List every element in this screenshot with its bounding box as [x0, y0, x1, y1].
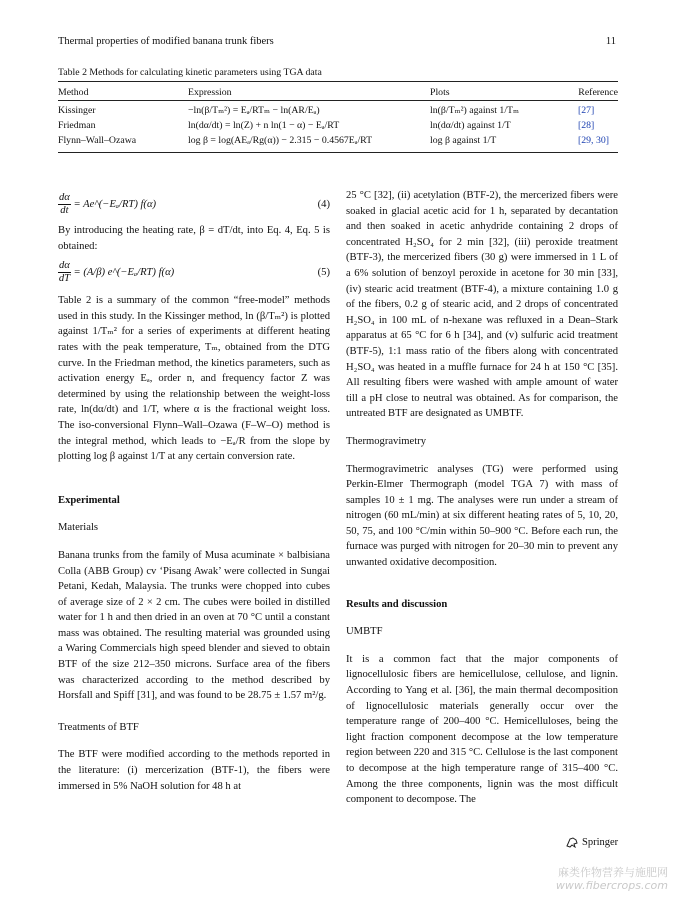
heading-results: Results and discussion: [346, 598, 448, 610]
paragraph-table2-summary: Table 2 is a summary of the common “free-model” methods used in this study. In the Kissinger method, ln (β/Tₘ²) is plotted against 1/Tₘ² for a series of experiments at different heating rates with the peak temperature, Tₘ, obtained from the DTG curve. In the Friedman method, the kinetics parameters, such as activation energy Eₐ, order n, and frequency factor Z was determined by using the relationship between the weight-loss rate, ln(dα/dt) and 1/T, where α is the fractional weight loss. The iso-conversional Flynn–Wall–Ozawa (F–W–O) method is the integral method, which leads to −Eₐ/R from the slope by plotting log β against 1/T at any certain conversion rate.: [58, 295, 330, 463]
eq5-rhs: = (A/β) e^(−Eₐ/RT) f(α): [73, 267, 175, 279]
heading-thermogravimetry: Thermogravimetry: [346, 435, 427, 447]
table-header-row: [58, 84, 618, 100]
paragraph-thermogravimetry: Thermogravimetric analyses (TG) were performed using Perkin-Elmer Thermograph (model TGA 7) with mass of samples 10 ± 1 mg. The analyses were run under a stream of nitrogen (60 mL/min) at six different heating rates of 5, 10, 20, 50, 75, and 100 °C/min within 50–900 °C. Before each run, the furnace was purged with nitrogen for 20–30 min to prevent any unwanted oxidative decomposition.: [346, 463, 618, 569]
kinetic-methods-table: [58, 84, 618, 148]
table-row: [58, 133, 618, 148]
paragraph-treatments-cont: 25 °C [32], (ii) acetylation (BTF-2), the mercerized fibers were soaked in glacial acetic acid for 1 h, separated by decantation and then soaked in acetic anhydride containing 2 drops of concentrated H₂SO₄ for 2 min [32], (iii) peroxide treatment (BTF-3), the mercerized fibers (30 g) were immersed in 1 L of a 6% solution of benzoyl peroxide in acetone for 30 min [33], (iv) stearic acid treatment (BTF-4), a mixture containing 1.0 g of the fibers, 0.2 g of stearic acid, and 2 drops of concentrated H₂SO₄ in 100 mL of n-hexane was refluxed in a Dean–Stark apparatus at 65 °C for 6 h [34], and (v) sulfuric acid treatment (BTF-5), 1:1 mass ratio of the fibers along with concentrated H₂SO₄ was heated in a muffle furnace for 24 h at 150 °C [35]. All resulting fibers were washed with ample amount of water till a pH close to neutral was obtained. As for comparison, the untreated BTF are designated as UMBTF.: [346, 190, 618, 420]
heading-umbtf: UMBTF: [346, 626, 383, 638]
eq5-derivative: $\frac{d\alpha}{dT}$: [58, 260, 71, 285]
table-top-rule: [58, 81, 618, 82]
equation-5: [58, 260, 330, 285]
col-header-reference: Reference: [578, 86, 618, 98]
cell-expression: ln(dα/dt) = ln(Z) + n ln(1 − α) − Eₐ/RT: [188, 120, 340, 131]
cell-method: Flynn–Wall–Ozawa: [58, 135, 137, 146]
col-header-plots: Plots: [430, 86, 450, 98]
right-column: [346, 188, 618, 808]
paragraph-materials: Banana trunks from the family of Musa acuminate × balbisiana Colla (ABB Group) cv ‘Pisang Awak’ were collected in Sungai Petani, Kedah, Malaysia. The trunks were chopped into cubes of average size of 2 × 2 cm. The cubes were boiled in distilled water for 1 h and then dried in an oven at 70 °C until a constant mass was obtained. The resulting material was grounded using a Waring Commercials high speed blender and sieved to obtain BTF of the size 212–350 microns. Surface area of the fibers was characterized according to the method described by Horsfall and Spiff [31], and was found to be 28.75 ± 1.57 m²/g.: [58, 549, 330, 702]
equation-4: [58, 192, 330, 217]
col-header-expression: Expression: [188, 86, 232, 98]
table-row: [58, 118, 618, 133]
cell-plot: ln(β/Tₘ²) against 1/Tₘ: [430, 105, 520, 116]
heading-materials: Materials: [58, 522, 99, 534]
heading-experimental: Experimental: [58, 494, 120, 506]
table-caption: Table 2 Methods for calculating kinetic parameters using TGA data: [58, 67, 322, 78]
cell-reference-link[interactable]: [28]: [578, 120, 595, 131]
watermark-cn: 麻类作物营养与施肥网: [558, 866, 668, 879]
publisher-name: Springer: [582, 836, 619, 848]
publisher-logo: [565, 836, 618, 848]
col-header-method: Method: [58, 86, 89, 98]
running-title: Thermal properties of modified banana trunk fibers: [58, 36, 274, 47]
left-column: [58, 188, 330, 794]
cell-method: Kissinger: [58, 105, 96, 116]
table-row: [58, 103, 618, 118]
cell-reference-link[interactable]: [27]: [578, 105, 595, 116]
watermark-url: www.fibercrops.com: [555, 879, 668, 892]
eq4-rhs: = Ae^(−Eₐ/RT) f(α): [73, 198, 157, 210]
paragraph-umbtf: It is a common fact that the major components of lignocellulosic fibers are hemicellulose, cellulose, and lignin. According to Yang et al. [36], the main thermal decomposition of lignocellulosic materials generally occur over the temperature range of 200–400 °C. Hemicelluloses, being the light fraction component decompose at the low temperature region between 220 and 315 °C. Cellulose is the last component to decompose at the high temperature range of 315–400 °C. Among the three components, lignin was the most difficult component to decompose. The: [346, 653, 618, 806]
cell-expression: log β = log(AEₐ/Rg(α)) − 2.315 − 0.4567Eₐ/RT: [188, 135, 373, 146]
page-number: 11: [605, 36, 616, 47]
heading-treatments: Treatments of BTF: [58, 721, 139, 733]
cell-method: Friedman: [58, 120, 96, 131]
eq4-derivative: $\frac{d\alpha}{dt}$: [59, 192, 70, 216]
table-bottom-rule: [58, 152, 618, 153]
eq4-number: (4): [317, 198, 330, 210]
paragraph-treatments: The BTF were modified according to the methods reported in the literature: (i) mercerization (BTF-1), the fibers were immersed in 5% NaOH solution for 48 h at: [58, 749, 330, 792]
paragraph-heating-rate: By introducing the heating rate, β = dT/dt, into Eq. 4, Eq. 5 is obtained:: [58, 225, 330, 252]
cell-expression: −ln(β/Tₘ²) = Eₐ/RTₘ − ln(AR/Eₐ): [188, 105, 320, 116]
cell-reference-link[interactable]: [29, 30]: [578, 135, 610, 146]
eq5-number: (5): [317, 266, 330, 278]
springer-horse-icon: [565, 836, 579, 848]
cell-plot: log β against 1/T: [430, 135, 497, 146]
cell-plot: ln(dα/dt) against 1/T: [430, 120, 511, 131]
